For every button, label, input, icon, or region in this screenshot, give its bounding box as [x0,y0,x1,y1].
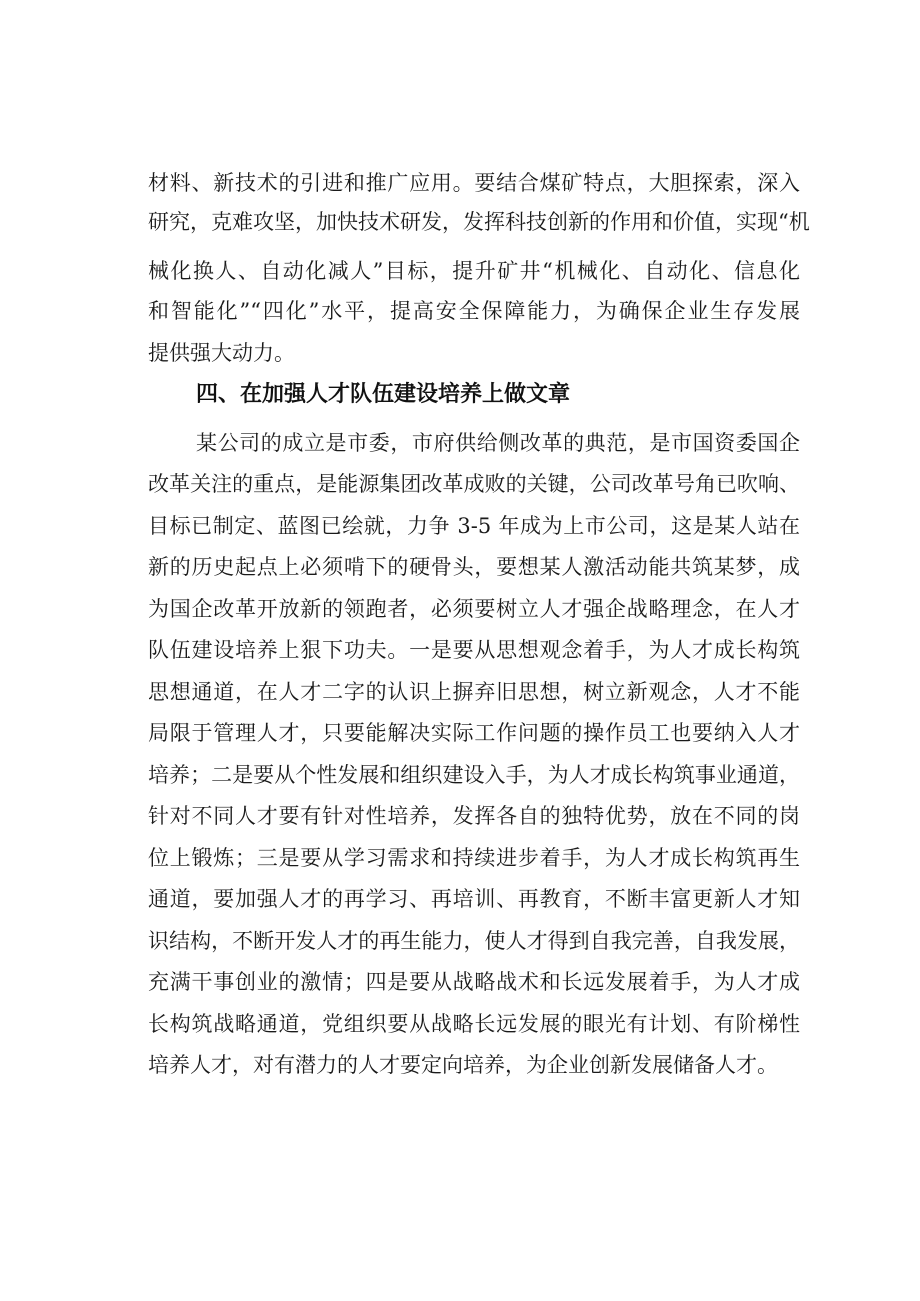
paragraph-1-line-5: 提供强大动力。 [148,341,295,365]
paragraph-2-line-10: 针对不同人才要有针对性培养，发挥各自的独特优势，放在不同的岗 [148,804,800,828]
paragraph-2-line-14: 充满干事创业的激情；四是要从战略战术和长远发展着手，为人才成 [148,970,800,994]
section-heading: 四、在加强人才队伍建设培养上做文章 [196,382,571,407]
paragraph-2-line-16: 培养人才，对有潜力的人才要定向培养，为企业创新发展储备人才。 [148,1053,778,1077]
paragraph-2-line-13: 识结构，不断开发人才的再生能力，使人才得到自我完善，自我发展， [148,929,800,953]
paragraph-2-line-11: 位上锻炼；三是要从学习需求和持续进步着手，为人才成长构筑再生 [148,846,800,870]
paragraph-2-line-12: 通道，要加强人才的再学习、再培训、再教育，不断丰富更新人才知 [148,887,800,911]
paragraph-2-line-4: 新的历史起点上必须啃下的硬骨头，要想某人激活动能共筑某梦，成 [148,555,800,579]
paragraph-1-line-1: 材料、新技术的引进和推广应用。要结合煤矿特点，大胆探索，深入 [148,171,800,195]
paragraph-2-line-9: 培养；二是要从个性发展和组织建设入手，为人才成长构筑事业通道， [148,763,800,787]
paragraph-2-line-1: 某公司的成立是市委，市府供给侧改革的典范，是市国资委国企 [196,431,800,455]
paragraph-2-line-5: 为国企改革开放新的领跑者，必须要树立人才强企战略理念，在人才 [148,597,800,621]
paragraph-1-line-2: 研究，克难攻坚，加快技术研发，发挥科技创新的作用和价值，实现“机 [148,210,810,234]
paragraph-1-line-3: 械化换人、自动化减人”目标，提升矿井“机械化、自动化、信息化 [148,259,800,283]
paragraph-2-line-8: 局限于管理人才，只要能解决实际工作问题的操作员工也要纳入人才 [148,721,800,745]
paragraph-2-line-6: 队伍建设培养上狠下功夫。一是要从思想观念着手，为人才成长构筑 [148,638,800,662]
paragraph-2-line-3: 目标已制定、蓝图已绘就，力争 3-5 年成为上市公司，这是某人站在 [148,514,800,538]
paragraph-1-line-4: 和智能化”“四化”水平，提高安全保障能力，为确保企业生存发展 [148,299,800,323]
paragraph-2-line-2: 改革关注的重点，是能源集团改革成败的关键，公司改革号角已吹响、 [148,472,800,496]
paragraph-2-line-15: 长构筑战略通道，党组织要从战略长远发展的眼光有计划、有阶梯性 [148,1012,800,1036]
paragraph-2-line-7: 思想通道，在人才二字的认识上摒弃旧思想，树立新观念，人才不能 [148,680,800,704]
